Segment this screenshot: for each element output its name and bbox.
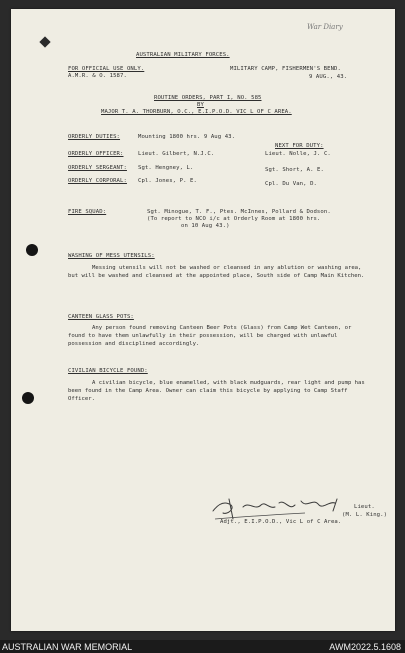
orders-by: BY [197, 102, 204, 108]
fire-squad-heading: FIRE SQUAD: [68, 209, 107, 215]
signatory-rank: Lieut. [354, 504, 375, 510]
orderly-corporal-label: ORDERLY CORPORAL: [68, 178, 127, 184]
next-sergeant-name: Sgt. Short, A. E. [265, 167, 324, 173]
section-body-canteen-glass-pots: Any person found removing Canteen Beer Pots (Glass) from Camp Wet Canteen, or found to have them unlawfully in their possession, will be charged with unlawful possession and disciplined accordingly. [68, 325, 352, 348]
footer-accession-number: AWM2022.5.1608 [329, 642, 401, 652]
camp-location: MILITARY CAMP, FISHERMEN'S BEND. [230, 66, 341, 72]
signatory-name: (M. L. King.) [342, 512, 388, 518]
section-body-civilian-bicycle: A civilian bicycle, blue enamelled, with black mudguards, rear light and pump has been found in the Camp Area. Owner can claim this bicycle by applying to Camp Staff Officer. [68, 380, 365, 403]
orders-authority: MAJOR T. A. THORBURN, O.C., E.I.P.O.D. VIC L OF C AREA. [101, 109, 292, 115]
fire-squad-line-1: Sgt. Minogue, T. F., Ptes. McInnes, Pollard & Dodson. [147, 209, 331, 215]
order-date: 9 AUG., 43. [309, 74, 348, 80]
amr-reference: A.M.R. & O. 1587. [68, 73, 127, 79]
next-for-duty-label: NEXT FOR DUTY: [275, 143, 324, 149]
footer-source: AUSTRALIAN WAR MEMORIAL [2, 642, 133, 652]
orderly-sergeant-label: ORDERLY SERGEANT: [68, 165, 127, 171]
document-page [11, 9, 395, 631]
official-use-label: FOR OFFICIAL USE ONLY. [68, 66, 145, 72]
orderly-officer-name: Lieut. Gilbert, N.J.C. [138, 151, 215, 157]
section-body-mess-utensils: Messing utensils will not be washed or cleansed in any ablution or washing area, but will be washed and cleansed at the appointed place, South side of Camp Main Kitchen. [68, 265, 365, 280]
orderly-duties-label: ORDERLY DUTIES: [68, 134, 121, 140]
mounting-time: Mounting 1800 hrs. 9 Aug 43. [138, 134, 236, 140]
punch-hole-top [26, 244, 38, 256]
section-heading-mess-utensils: WASHING OF MESS UTENSILS: [68, 253, 155, 259]
punch-hole-bottom [22, 392, 34, 404]
fire-squad-line-2: (To report to NCO i/c at Orderly Room at 1800 hrs. [147, 216, 321, 222]
document-title: AUSTRALIAN MILITARY FORCES. [136, 52, 230, 58]
orderly-sergeant-name: Sgt. Hengney, L. [138, 165, 194, 171]
section-heading-civilian-bicycle: CIVILIAN BICYCLE FOUND: [68, 368, 148, 374]
pin-mark [39, 36, 50, 47]
fire-squad-line-3: on 10 Aug 43.) [181, 223, 230, 229]
next-officer-name: Lieut. Nolle, J. C. [265, 151, 331, 157]
section-heading-canteen-glass-pots: CANTEEN GLASS POTS: [68, 314, 134, 320]
orderly-officer-label: ORDERLY OFFICER: [68, 151, 124, 157]
handwritten-note: War Diary [307, 23, 343, 31]
orderly-corporal-name: Cpl. Jones, P. E. [138, 178, 197, 184]
signatory-position: Adjt., E.I.P.O.D., Vic L of C Area. [220, 519, 342, 525]
orders-title: ROUTINE ORDERS, PART I, NO. 585 [154, 95, 262, 101]
next-corporal-name: Cpl. Du Van, D. [265, 181, 318, 187]
